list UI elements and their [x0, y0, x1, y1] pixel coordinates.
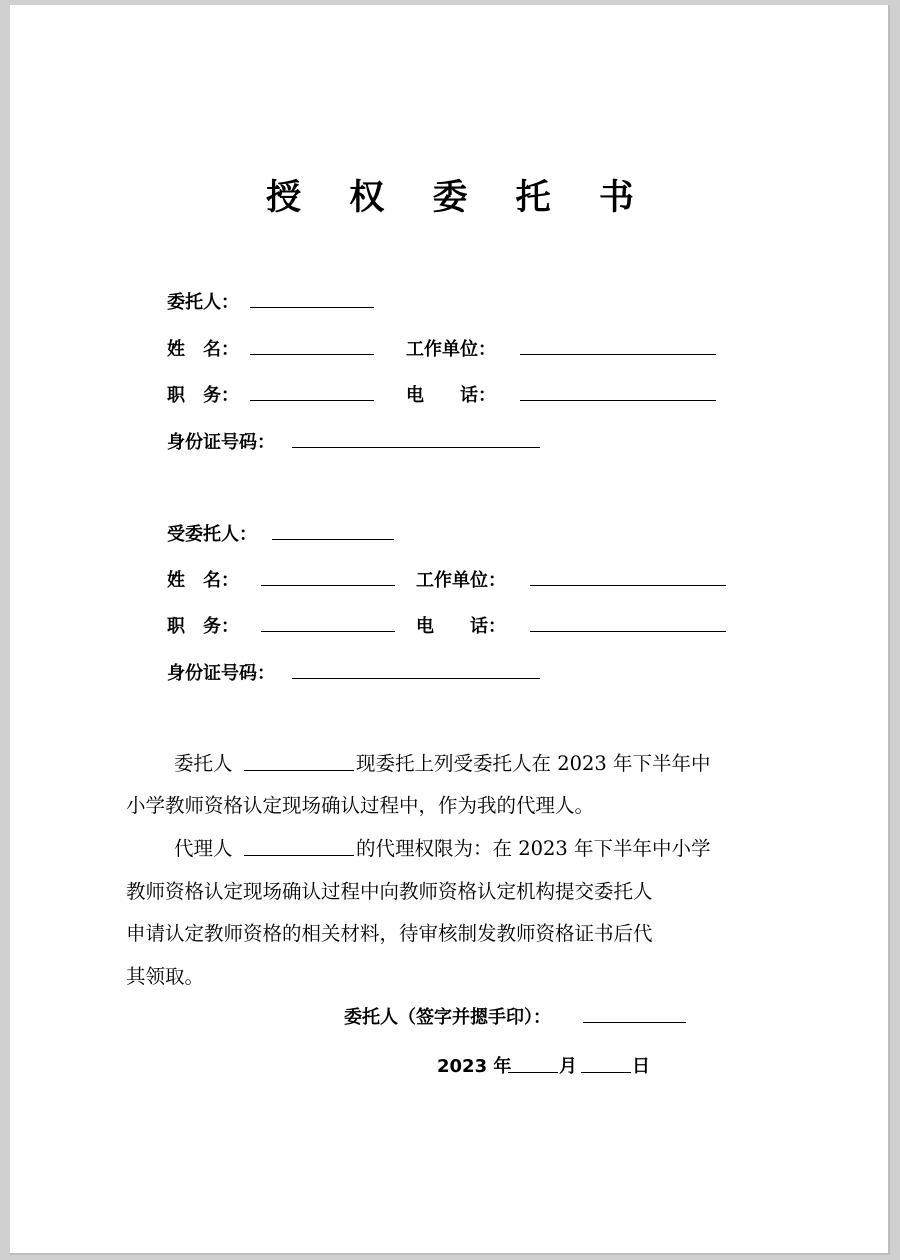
principal-id-label: 身份证号码：: [167, 432, 275, 453]
principal-heading: 委托人：: [167, 292, 239, 313]
principal-name-blank[interactable]: [250, 354, 374, 355]
body-p2-text: 的代理权限为：在 2023 年下半年中小学: [356, 837, 711, 860]
body-p1-lead: 委托人: [174, 752, 233, 775]
agent-position-label: 职 务：: [167, 616, 239, 637]
principal-blank[interactable]: [250, 307, 374, 308]
agent-work-unit-label: 工作单位：: [416, 570, 506, 591]
date-day-label: 日: [632, 1056, 650, 1077]
principal-position-blank[interactable]: [250, 400, 374, 401]
principal-work-unit-label: 工作单位：: [406, 339, 496, 360]
body-p1-text: 现委托上列受委托人在 2023 年下半年中: [356, 752, 711, 775]
agent-name-label: 姓 名：: [167, 570, 239, 591]
principal-work-unit-blank[interactable]: [520, 354, 716, 355]
body-p2-text-line4: 其领取。: [126, 965, 205, 988]
body-p1-text-cont: 小学教师资格认定现场确认过程中，作为我的代理人。: [126, 794, 595, 817]
agent-id-label: 身份证号码：: [167, 663, 275, 684]
document-title: 授 权 委 托 书: [266, 178, 652, 218]
agent-name-blank[interactable]: [261, 585, 395, 586]
agent-id-blank[interactable]: [292, 678, 540, 679]
agent-phone-label: 电 话：: [416, 616, 506, 637]
body-p2-lead: 代理人: [174, 837, 233, 860]
date-month-blank[interactable]: [508, 1072, 558, 1073]
agent-phone-blank[interactable]: [530, 631, 726, 632]
principal-name-label: 姓 名：: [167, 339, 239, 360]
date-month-label: 月: [559, 1056, 577, 1077]
principal-phone-label: 电 话：: [406, 385, 496, 406]
body-p2-text-line3: 申请认定教师资格的相关材料，待审核制发教师资格证书后代: [126, 922, 653, 945]
agent-blank[interactable]: [272, 539, 394, 540]
agent-position-blank[interactable]: [261, 631, 395, 632]
agent-heading: 受委托人：: [167, 524, 257, 545]
body-p2-agent-blank[interactable]: [244, 855, 354, 856]
body-p2-text-line2: 教师资格认定现场确认过程中向教师资格认定机构提交委托人: [126, 880, 653, 903]
date-day-blank[interactable]: [581, 1072, 631, 1073]
signature-label: 委托人（签字并摁手印）：: [344, 1007, 551, 1028]
signature-blank[interactable]: [583, 1022, 686, 1023]
page-shadow-bottom: [10, 1253, 890, 1255]
date-year: 2023 年: [437, 1056, 512, 1077]
principal-id-blank[interactable]: [292, 447, 540, 448]
agent-work-unit-blank[interactable]: [530, 585, 726, 586]
principal-position-label: 职 务：: [167, 385, 239, 406]
body-p1-principal-blank[interactable]: [244, 770, 354, 771]
principal-phone-blank[interactable]: [520, 400, 716, 401]
